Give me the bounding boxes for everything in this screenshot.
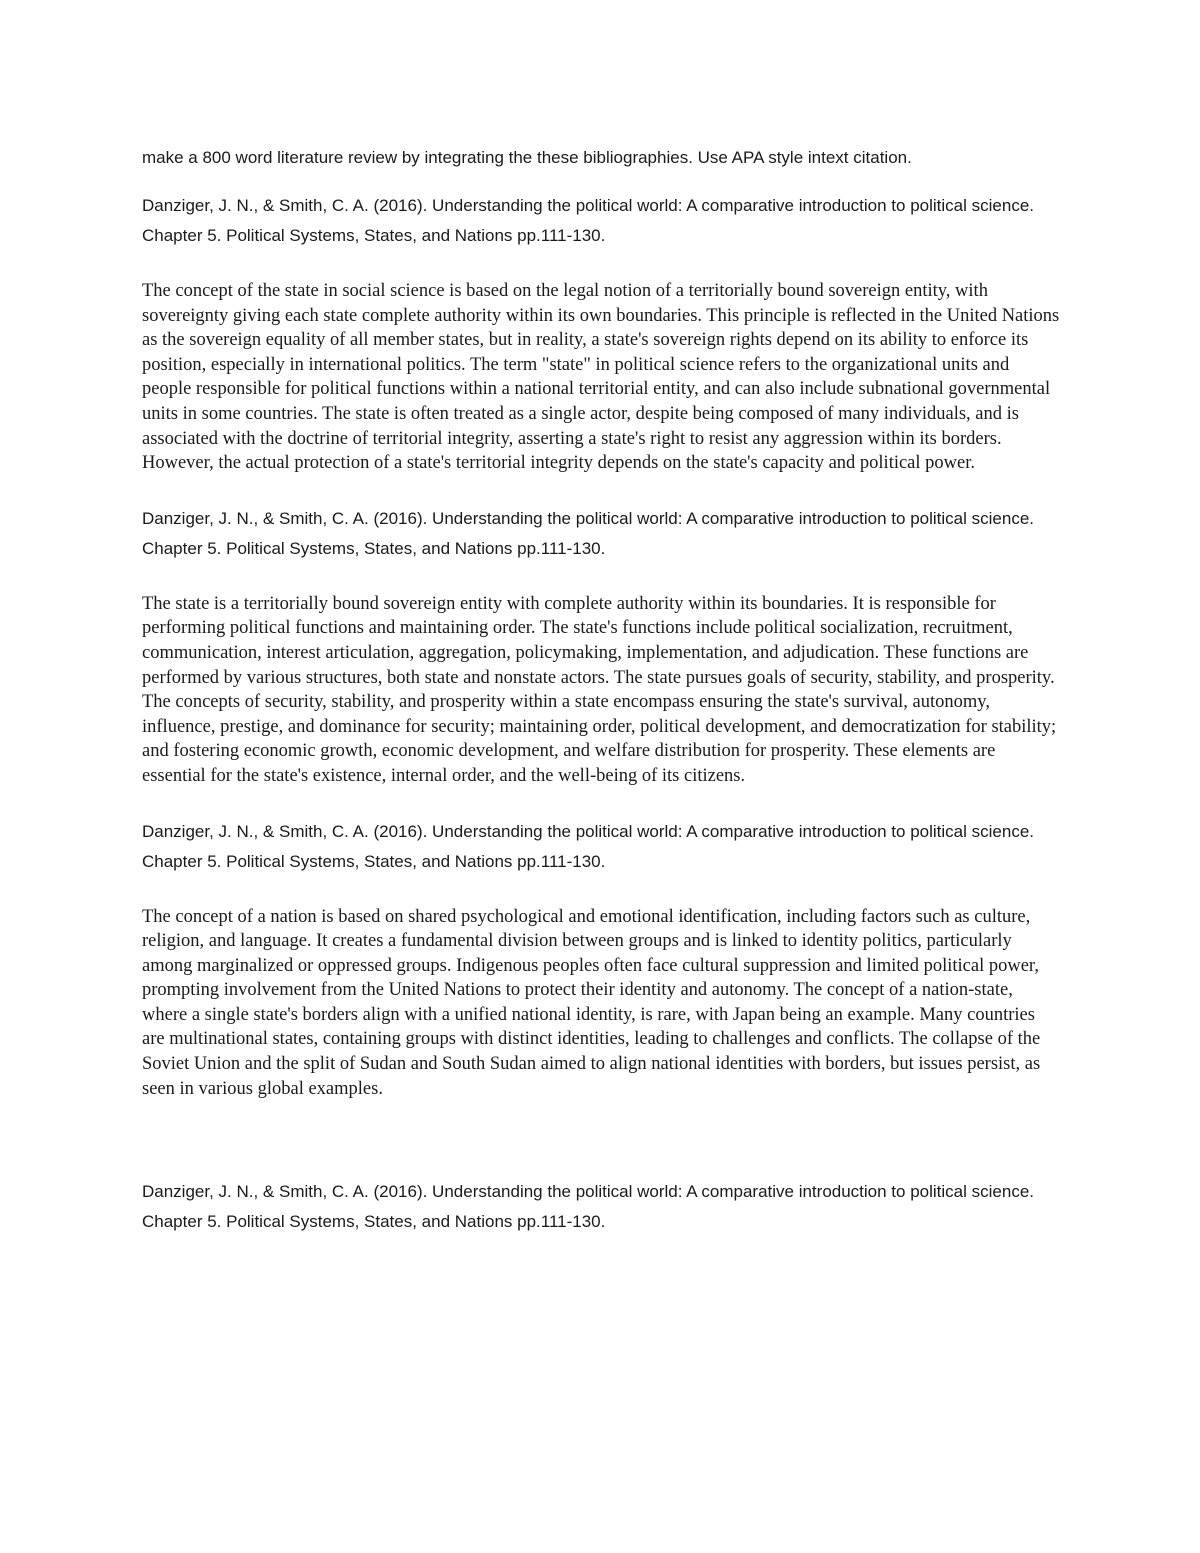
paragraph-3: The concept of a nation is based on shared psychological and emotional identification, including factors such as culture, religion, and language. It creates a fundamental division between groups and is linked to identity politics, particularly among marginalized or oppressed groups. Indigenous peoples often face cultural suppression and limited political power, prompting involvement from the United Nations to protect their identity and autonomy. The concept of a nation-state, where a single state's borders align with a unified national identity, is rare, with Japan being an example. Many countries are multinational states, containing groups with distinct identities, leading to challenges and conflicts. The collapse of the Soviet Union and the split of Sudan and South Sudan aimed to align national identities with borders, but issues persist, as seen in various global examples. [142,906,1041,1099]
paragraph-1: The concept of the state in social science is based on the legal notion of a territorially bound sovereign entity, with sovereignty giving each state complete authority within its own boundaries. This principle is reflected in the United Nations as the sovereign equality of all member states, but in reality, a state's sovereign rights depend on its ability to enforce its position, especially in international politics. The term "state" in political science refers to the organizational units and people responsible for political functions within a national territorial entity, and can also include subnational governmental units in some countries. The state is often treated as a single actor, despite being composed of many individuals, and is associated with the doctrine of territorial integrity, asserting a state's right to resist any aggression within its borders. However, the actual protection of a state's territorial integrity depends on the state's capacity and political power. [142,281,1060,474]
paragraph-2: The state is a territorially bound sovereign entity with complete authority within its boundaries. It is responsible for performing political functions and maintaining order. The state's functions include political socialization, recruitment, communication, interest articulation, aggregation, policymaking, implementation, and adjudication. These functions are performed by various structures, both state and nonstate actors. The state pursues goals of security, stability, and prosperity. The concepts of security, stability, and prosperity within a state encompass ensuring the state's survival, autonomy, influence, prestige, and dominance for security; maintaining order, political development, and democratization for stability; and fostering economic growth, economic development, and welfare distribution for prosperity. These elements are essential for the state's existence, internal order, and the well-being of its citizens. [142,593,1057,786]
document-page [142,143,1062,1265]
citation-2: Danziger, J. N., & Smith, C. A. (2016). Understanding the political world: A comparative introduction to political science. Chapter 5. Political Systems, States, and Nations pp.111-130. [142,508,1034,558]
citation-4: Danziger, J. N., & Smith, C. A. (2016). Understanding the political world: A comparative introduction to political science. Chapter 5. Political Systems, States, and Nations pp.111-130. [142,1182,1034,1232]
citation-3: Danziger, J. N., & Smith, C. A. (2016). Understanding the political world: A comparative introduction to political science. Chapter 5. Political Systems, States, and Nations pp.111-130. [142,821,1034,871]
instruction-text: make a 800 word literature review by integrating the these bibliographies. Use APA style intext citation. [142,148,912,167]
citation-1: Danziger, J. N., & Smith, C. A. (2016). Understanding the political world: A comparative introduction to political science. Chapter 5. Political Systems, States, and Nations pp.111-130. [142,196,1034,245]
